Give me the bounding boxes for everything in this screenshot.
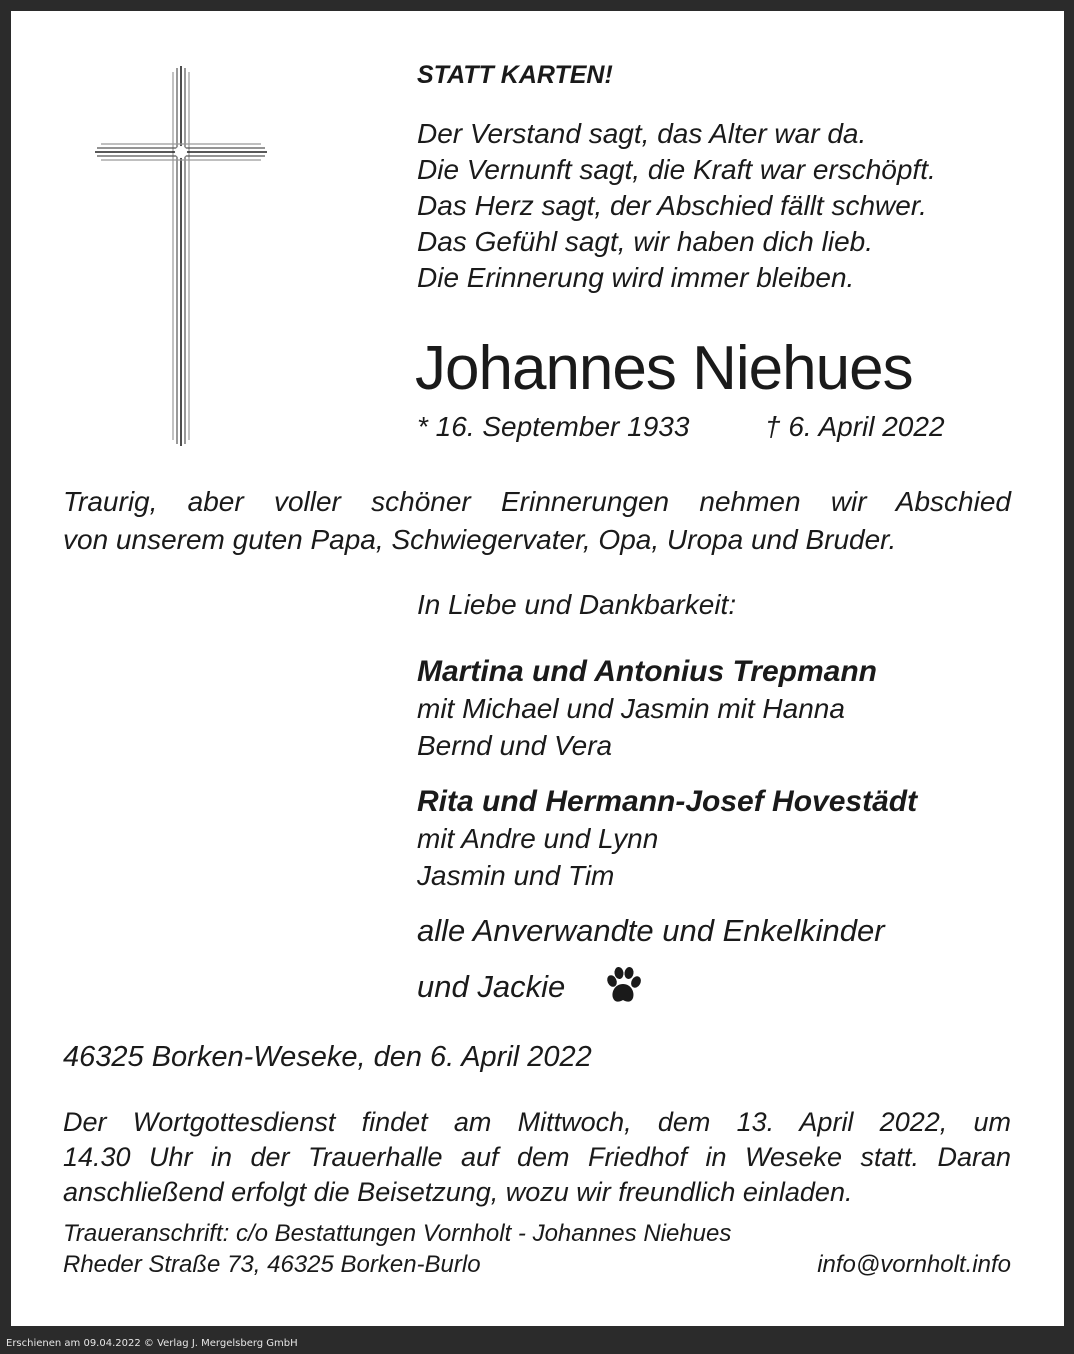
death-date: † 6. April 2022 bbox=[765, 411, 945, 442]
service-line: 14.30 Uhr in der Trauerhalle auf dem Friedhof in Weseke statt. Daran bbox=[63, 1142, 1011, 1172]
place-date: 46325 Borken-Weseke, den 6. April 2022 bbox=[63, 1041, 592, 1073]
deceased-name: Johannes Niehues bbox=[415, 334, 913, 403]
paw-icon bbox=[605, 966, 641, 1006]
statt-karten-heading: STATT KARTEN! bbox=[417, 61, 613, 89]
family-block bbox=[417, 653, 877, 764]
address-line: Traueranschrift: c/o Bestattungen Vornholt - Johannes Niehues bbox=[63, 1220, 732, 1247]
family-block bbox=[417, 783, 917, 894]
intro-line: Traurig, aber voller schöner Erinnerungen nehmen wir Abschied bbox=[63, 486, 1011, 517]
email-link[interactable]: info@vornholt.info bbox=[817, 1251, 1011, 1278]
poem-line: Die Vernunft sagt, die Kraft war erschöpft. bbox=[417, 154, 936, 185]
poem bbox=[417, 116, 936, 296]
intro-line: von unserem guten Papa, Schwiegervater, Opa, Uropa und Bruder. bbox=[63, 524, 897, 555]
service-line: anschließend erfolgt die Beisetzung, wozu wir freundlich einladen. bbox=[63, 1177, 853, 1207]
family-name: Rita und Hermann-Josef Hovestädt bbox=[417, 785, 918, 818]
publication-footer: Erschienen am 09.04.2022 © Verlag J. Mergelsberg GmbH bbox=[6, 1338, 298, 1349]
mourning-address bbox=[63, 1218, 1011, 1280]
poem-line: Das Herz sagt, der Abschied fällt schwer. bbox=[417, 190, 927, 221]
service-line: Der Wortgottesdienst findet am Mittwoch, dem 13. April 2022, um bbox=[63, 1107, 1011, 1137]
love-line: In Liebe und Dankbarkeit: bbox=[417, 589, 737, 620]
service-text bbox=[63, 1105, 1011, 1210]
family-line: mit Michael und Jasmin mit Hanna bbox=[417, 693, 845, 724]
family-line: Bernd und Vera bbox=[417, 730, 613, 761]
cross-icon bbox=[95, 66, 267, 446]
family-line: Jasmin und Tim bbox=[417, 860, 615, 891]
poem-line: Der Verstand sagt, das Alter war da. bbox=[417, 118, 867, 149]
family-name: Martina und Antonius Trepmann bbox=[417, 655, 878, 688]
obituary-card bbox=[11, 11, 1064, 1326]
jackie-line: und Jackie bbox=[417, 969, 566, 1004]
relatives-line: alle Anverwandte und Enkelkinder bbox=[417, 913, 885, 948]
poem-line: Das Gefühl sagt, wir haben dich lieb. bbox=[417, 226, 874, 257]
family-line: mit Andre und Lynn bbox=[417, 823, 659, 854]
birth-date: * 16. September 1933 bbox=[417, 411, 690, 442]
address-line: Rheder Straße 73, 46325 Borken-Burlo bbox=[63, 1251, 481, 1278]
intro-text bbox=[63, 483, 1011, 559]
poem-line: Die Erinnerung wird immer bleiben. bbox=[417, 262, 855, 293]
